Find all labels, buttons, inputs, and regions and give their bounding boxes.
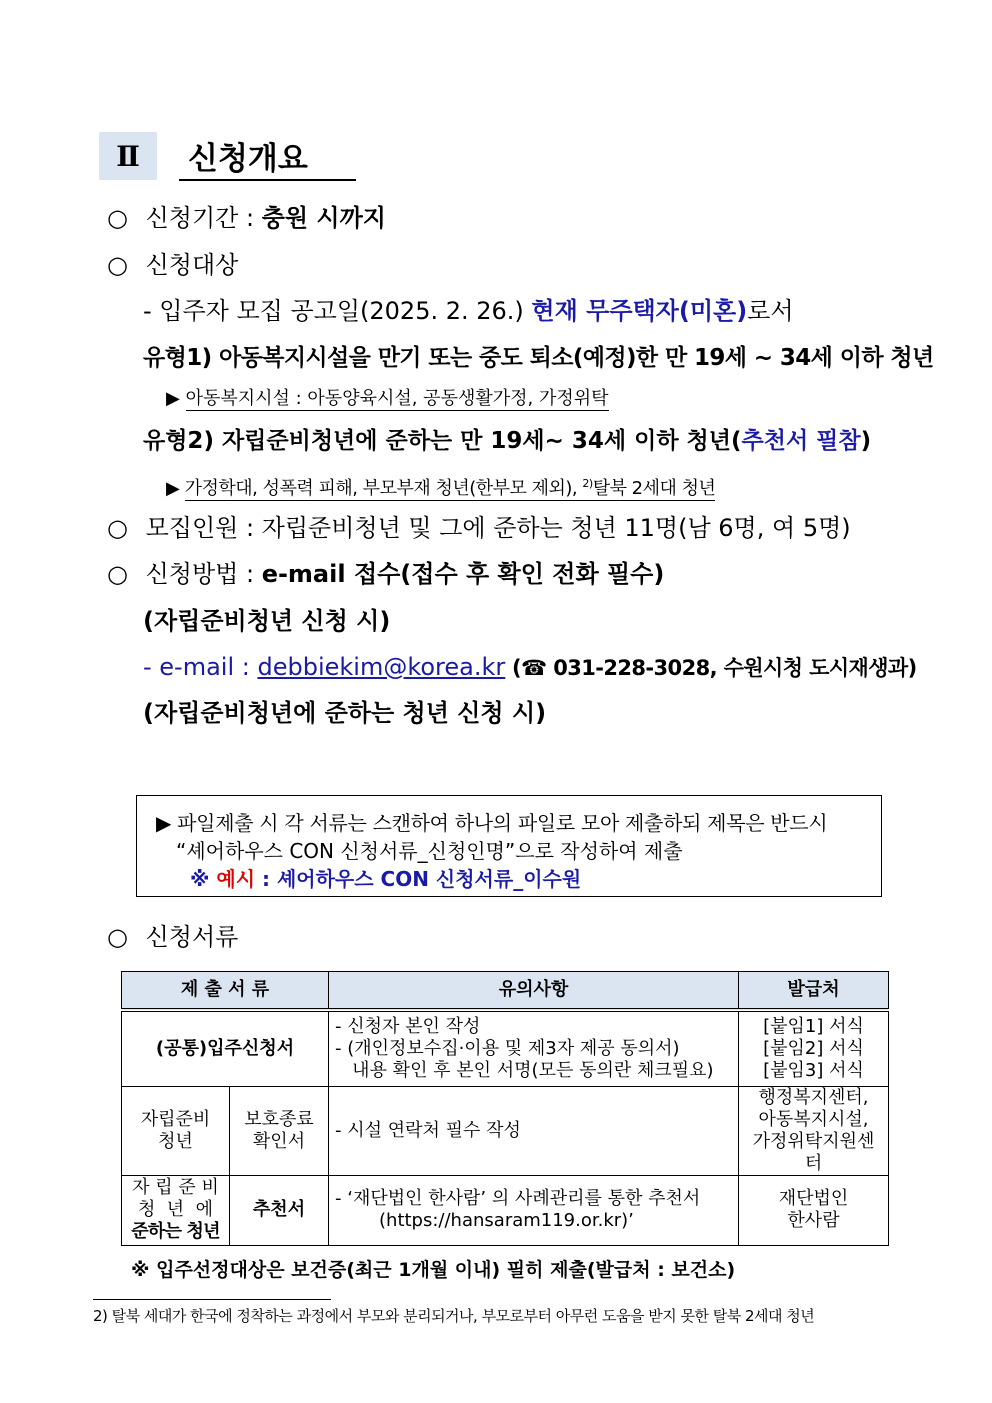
issuer-item: [붙임1] 서식 xyxy=(763,1015,864,1037)
type2-highlight: 추천서 필참 xyxy=(741,428,861,454)
type1-note-text: 아동복지시설 : 아동양육시설, 공동생활가정, 가정위탁 xyxy=(185,388,609,409)
method-label: 신청방법 : xyxy=(145,560,262,588)
period-label: 신청기간 : xyxy=(145,204,262,232)
group-text: 청 년 에 xyxy=(137,1199,214,1220)
footnote-ref: 2) xyxy=(582,477,593,490)
method-line xyxy=(107,558,664,590)
issuer-application xyxy=(739,1010,889,1086)
reference-mark: ※ xyxy=(190,867,217,891)
arrow-icon: ▶ xyxy=(156,811,172,835)
doc-protection-end xyxy=(230,1086,329,1175)
documents-line xyxy=(107,921,238,953)
type2-note-text xyxy=(185,478,716,501)
notice-example xyxy=(190,865,581,893)
documents-label: 신청서류 xyxy=(145,923,239,951)
section-title: 신청개요 xyxy=(188,141,308,177)
recruit-text: 모집인원 : 자립준비청년 및 그에 준하는 청년 11명(남 6명, 여 5명) xyxy=(145,514,851,542)
type1-note xyxy=(166,387,609,411)
type2-prefix: 유형2) 자립준비청년에 준하는 만 19세~ 34세 이하 청년( xyxy=(143,428,742,454)
group-youth xyxy=(122,1086,230,1175)
table-row xyxy=(122,1010,889,1086)
notes-protection-end: - 시설 연락처 필수 작성 xyxy=(329,1086,739,1175)
note-item: 내용 확인 후 본인 서명(모든 동의란 체크필요) xyxy=(335,1059,714,1081)
issuer-protection-end xyxy=(739,1086,889,1175)
footnote-rule xyxy=(93,1299,331,1300)
recruit-line xyxy=(107,512,851,544)
method-value: e-mail 접수(접수 후 확인 전화 필수) xyxy=(261,560,665,588)
type2-note-main: 가정학대, 성폭력 피해, 부모부재 청년(한부모 제외), xyxy=(184,478,583,499)
target-line xyxy=(107,249,238,281)
table-row xyxy=(122,1175,889,1245)
note-item: - 신청자 본인 작성 xyxy=(335,1015,481,1037)
method-case2: (자립준비청년에 준하는 청년 신청 시) xyxy=(143,699,547,727)
group-equivalent xyxy=(122,1175,230,1245)
footnote: 2) 탈북 세대가 한국에 정착하는 과정에서 부모와 분리되거나, 부모로부터 아무런 도움을 받지 못한 탈북 2세대 청년 xyxy=(93,1307,815,1325)
email-link[interactable]: debbiekim@korea.kr xyxy=(257,653,506,681)
type2-note-tail: 탈북 2세대 청년 xyxy=(592,478,716,499)
notice-line1 xyxy=(156,809,827,837)
email-line xyxy=(143,651,917,684)
issuer-item: 재단법인 xyxy=(778,1188,849,1209)
target-label: 신청대상 xyxy=(145,251,239,279)
group-text: 청년 xyxy=(158,1130,193,1152)
health-note: ※ 입주선정대상은 보건증(최근 1개월 이내) 필히 제출(발급처 : 보건소) xyxy=(131,1259,736,1281)
issuer-item: 한사람 xyxy=(787,1210,840,1231)
target-intro-highlight: 현재 무주택자(미혼) xyxy=(531,297,748,325)
table-row xyxy=(122,1086,889,1175)
bullet-circle: ○ xyxy=(107,560,128,588)
notes-recommendation xyxy=(329,1175,739,1245)
arrow-icon: ▶ xyxy=(166,478,180,499)
note-item: - (개인정보수집·이용 및 제3자 제공 동의서) xyxy=(335,1037,680,1059)
notice-line1-text: 파일제출 시 각 서류는 스캔하여 하나의 파일로 모아 제출하되 제목은 반드시 xyxy=(177,811,828,835)
arrow-icon: ▶ xyxy=(166,388,180,409)
issuer-item: 행정복지센터, xyxy=(758,1086,869,1108)
header-doc: 제 출 서 류 xyxy=(122,972,329,1011)
issuer-item: 가정위탁지원센터 xyxy=(752,1130,875,1174)
type2-note xyxy=(166,472,715,501)
method-case1: (자립준비청년 신청 시) xyxy=(143,607,391,635)
target-type2 xyxy=(143,425,871,457)
section-underline xyxy=(179,179,356,181)
doc-application: (공통)입주신청서 xyxy=(122,1010,329,1086)
email-label: - e-mail : xyxy=(143,653,258,681)
note-item: (https://hansaram119.or.kr)’ xyxy=(379,1210,634,1231)
notice-line2: “셰어하우스 CON 신청서류_신청인명”으로 작성하여 제출 xyxy=(176,839,683,863)
group-text: 준하는 청년 xyxy=(131,1221,220,1242)
note-item: - ‘재단법인 한사람’ 의 사례관리를 통한 추천서 xyxy=(335,1188,701,1209)
type2-suffix: ) xyxy=(860,428,872,454)
group-text: 자립준비 xyxy=(140,1108,211,1130)
header-issuer: 발급처 xyxy=(739,972,889,1011)
doc-recommendation: 추천서 xyxy=(230,1175,329,1245)
example-value: : 셰어하우스 CON 신청서류_이수원 xyxy=(255,867,582,891)
section-number: Ⅱ xyxy=(99,132,157,180)
documents-table xyxy=(121,971,889,1246)
table-header-row xyxy=(122,972,889,1011)
notes-application xyxy=(329,1010,739,1086)
doc-text: 보호종료 xyxy=(244,1108,314,1130)
example-label: 예시 xyxy=(216,867,256,891)
period-line xyxy=(107,202,386,234)
contact-info: (☎ 031-228-3028, 수원시청 도시재생과) xyxy=(505,656,917,680)
bullet-circle: ○ xyxy=(107,514,128,542)
bullet-circle: ○ xyxy=(107,204,128,232)
header-notes: 유의사항 xyxy=(329,972,739,1011)
issuer-item: [붙임2] 서식 xyxy=(763,1037,864,1059)
target-intro-suffix: 로서 xyxy=(747,297,794,325)
group-text: 자 립 준 비 xyxy=(132,1177,219,1198)
target-type1: 유형1) 아동복지시설을 만기 또는 중도 퇴소(예정)한 만 19세 ~ 34세 이하 청년 xyxy=(143,345,934,371)
target-intro-prefix: - 입주자 모집 공고일(2025. 2. 26.) xyxy=(143,297,532,325)
issuer-item: 아동복지시설, xyxy=(758,1108,869,1130)
issuer-recommendation xyxy=(739,1175,889,1245)
bullet-circle: ○ xyxy=(107,251,128,279)
bullet-circle: ○ xyxy=(107,923,128,951)
period-value: 충원 시까지 xyxy=(261,204,386,232)
doc-text: 확인서 xyxy=(252,1130,306,1152)
target-intro xyxy=(143,295,794,327)
issuer-item: [붙임3] 서식 xyxy=(763,1059,864,1081)
